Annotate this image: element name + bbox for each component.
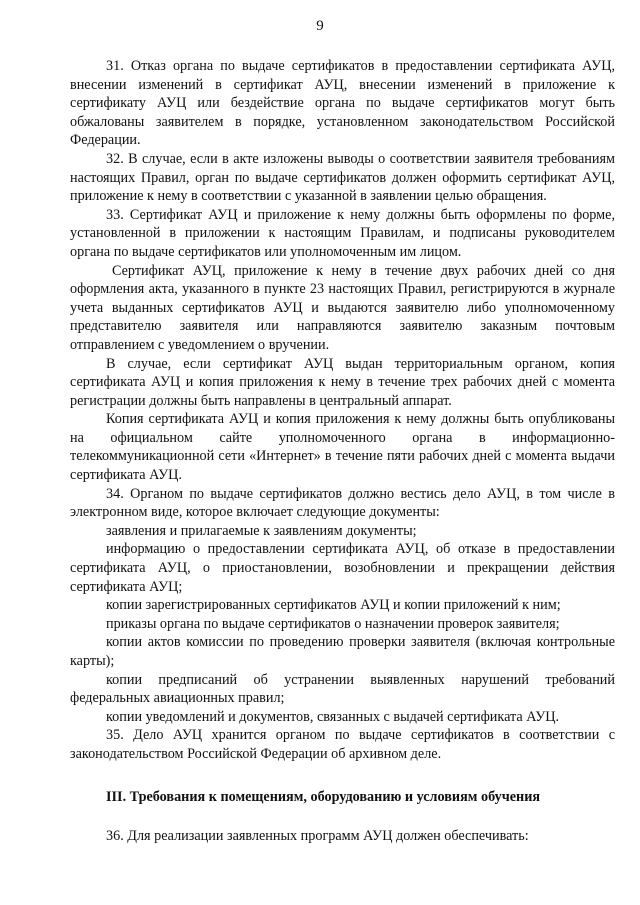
list-item-commission-acts: копии актов комиссии по проведению проверки заявителя (включая контрольные карты); bbox=[70, 634, 615, 669]
paragraph-36: 36. Для реализации заявленных программ АУЦ должен обеспечивать: bbox=[106, 828, 529, 845]
list-item-registered-copies: копии зарегистрированных сертификатов АУЦ и копии приложений к ним; bbox=[106, 597, 561, 614]
paragraph-32: 32. В случае, если в акте изложены выводы о соответствии заявителя требованиям настоящих Правил, орган по выдаче сертификатов должен оформить сертификат АУЦ, приложение к нему в соответствии с указанной в заявлении целью обращения. bbox=[70, 150, 615, 205]
list-item-applications: заявления и прилагаемые к заявлениям документы; bbox=[106, 522, 417, 539]
paragraph-35: 35. Дело АУЦ хранится органом по выдаче сертификатов в соответствии с законодательством Российской Федерации об архивном деле. bbox=[70, 727, 615, 762]
paragraph-33-territorial: В случае, если сертификат АУЦ выдан территориальным органом, копия сертификата АУЦ и копия приложения к нему в течение трех рабочих дней с момента регистрации должны быть направлены в центральный аппарат. bbox=[70, 355, 615, 409]
page-number: 9 bbox=[316, 18, 324, 34]
list-item-notifications: копии уведомлений и документов, связанных с выдачей сертификата АУЦ. bbox=[106, 708, 560, 725]
list-item-certificate-info: информацию о предоставлении сертификата АУЦ, об отказе в предоставлении сертификата АУЦ, о приостановлении, возобновлении и прекращении действия сертификата АУЦ; bbox=[70, 541, 615, 595]
list-item-prescriptions: копии предписаний об устранении выявленных нарушений требований федеральных авиационных правил; bbox=[70, 671, 615, 707]
paragraph-33-publication: Копия сертификата АУЦ и копия приложения к нему должны быть опубликованы на официальном сайте уполномоченного органа в информационно-телекоммуникационной сети «Интернет» в течение пяти рабочих дней с момента выдачи сертификата АУЦ. bbox=[70, 411, 615, 484]
document-body bbox=[70, 57, 615, 846]
paragraph-31: 31. Отказ органа по выдаче сертификатов в предоставлении сертификата АУЦ, внесении изменений в сертификат АУЦ, внесении изменений в приложение к сертификату АУЦ или бездействие органа по выдаче сертификатов могут быть обжалованы заявителем в порядке, установленном законодательством Российской Федерации. bbox=[70, 58, 615, 149]
paragraph-33: 33. Сертификат АУЦ и приложение к нему должны быть оформлены по форме, установленной в приложении к настоящим Правилам, и подписаны руководителем органа по выдаче сертификатов или уполномоченным им лицом. bbox=[70, 206, 615, 260]
list-item-inspection-orders: приказы органа по выдаче сертификатов о назначении проверок заявителя; bbox=[106, 615, 560, 632]
paragraph-34: 34. Органом по выдаче сертификатов должно вестись дело АУЦ, в том числе в электронном виде, которое включает следующие документы: bbox=[70, 485, 615, 521]
paragraph-33-registration: Сертификат АУЦ, приложение к нему в течение двух рабочих дней со дня оформления акта, указанного в пункте 23 настоящих Правил, регистрируются в журнале учета выданных сертификатов АУЦ и выдаются заявителю либо уполномоченному представителю заявителя или направляются заявителю заказным почтовым отправлением с уведомлением о вручении. bbox=[70, 262, 615, 353]
section-heading: III. Требования к помещениям, оборудованию и условиям обучения bbox=[106, 788, 541, 805]
